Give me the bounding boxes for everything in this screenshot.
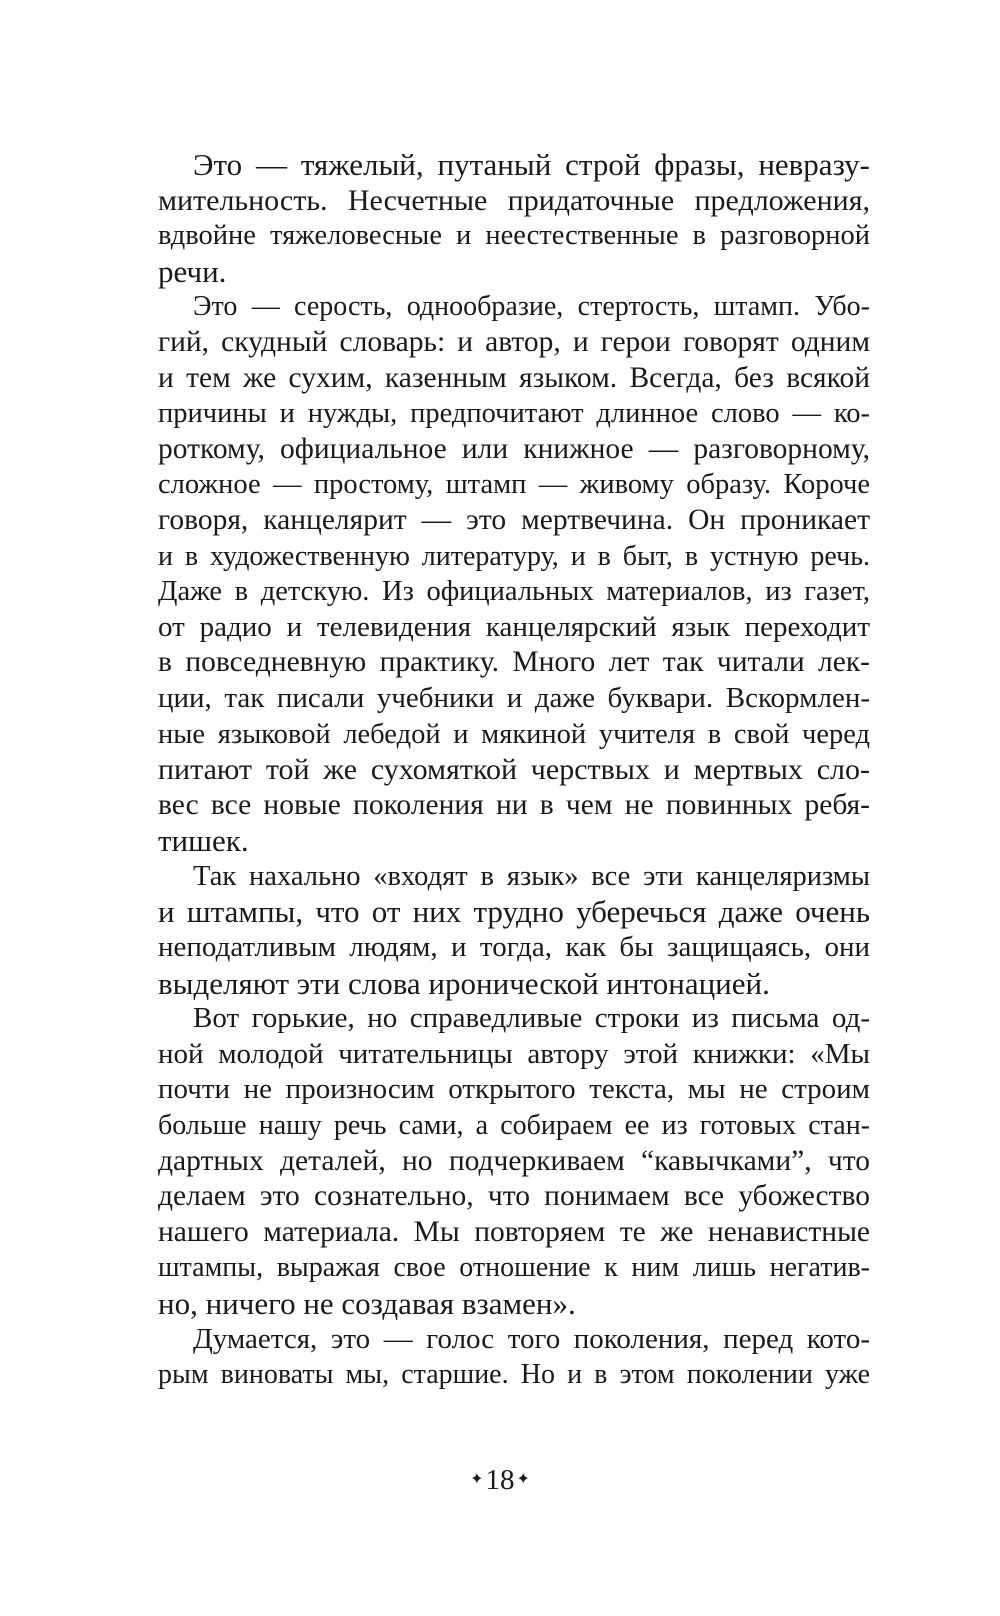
paragraph-3 [158, 859, 870, 1001]
text-line: штампы, выражая свое отношение к ним лишь негатив- [158, 1252, 870, 1284]
star-ornament-icon: ✦ [516, 1471, 530, 1488]
text-line: но, ничего не создавая взамен». [158, 1286, 576, 1321]
text-line: больше нашу речь сами, а собираем ее из готовых стан- [158, 1110, 870, 1142]
text-line: Думается, это — голос того поколения, перед кото- [193, 1322, 870, 1355]
text-line: неподатливым людям, и тогда, как бы защищаясь, они [158, 931, 870, 964]
text-line: Так нахально «входят в язык» все эти канцеляризмы [193, 860, 870, 892]
text-line: дартных деталей, но подчеркиваем “кавычками”, что [158, 1144, 870, 1177]
text-line: сложное — простому, штамп — живому образу. Короче [158, 469, 870, 501]
text-line: в повседневную практику. Много лет так читали лек- [158, 646, 870, 679]
text-line: делаем это сознательно, что понимаем все убожество [158, 1180, 870, 1213]
text-line: Это — тяжелый, путаный строй фразы, невразу- [193, 147, 870, 182]
text-line: ной молодой читательницы автору этой книжки: «Мы [158, 1037, 870, 1070]
text-line: и штампы, что от них трудно уберечься даже очень [158, 894, 870, 930]
text-line: и тем же сухим, казенным языком. Всегда, без всякой [158, 361, 870, 394]
paragraph-2 [158, 289, 870, 859]
page-number-footer [0, 1464, 1000, 1497]
text-line: питают той же сухомяткой черствых и мертвых сло- [158, 753, 870, 787]
text-line: причины и нужды, предпочитают длинное слово — ко- [158, 398, 870, 430]
text-line: рым виноваты мы, старшие. Но и в этом поколении уже [158, 1359, 870, 1391]
page-body [158, 147, 870, 1393]
text-line: тишек. [158, 823, 249, 859]
text-line: почти не произносим открытого текста, мы не строим [158, 1073, 870, 1106]
page-number: 18 [485, 1464, 515, 1496]
text-line: нашего материала. Мы повторяем те же ненавистные [158, 1215, 870, 1248]
text-line: Вот горькие, но справедливые строки из письма од- [193, 1002, 870, 1035]
paragraph-4 [158, 1001, 870, 1321]
text-line: ции, так писали учебники и даже буквари. Вскормлен- [158, 681, 870, 714]
paragraph-5 [158, 1322, 870, 1393]
text-line: роткому, официальное или книжное — разговорному, [158, 432, 870, 465]
text-line: вдвойне тяжеловесные и неестественные в разговорной [158, 220, 870, 252]
text-line: от радио и телевидения канцелярский язык переходит [158, 610, 870, 643]
text-line: Даже в детскую. Из официальных материалов, из газет, [158, 576, 870, 608]
text-line: вес все новые поколения ни в чем не повинных ребя- [158, 788, 870, 821]
paragraph-1 [158, 147, 870, 289]
text-line: речи. [158, 253, 227, 289]
text-line: ные языковой лебедой и мякиной учителя в свой черед [158, 718, 870, 750]
star-ornament-icon: ✦ [470, 1471, 484, 1488]
text-line: выделяют эти слова иронической интонацией. [158, 965, 770, 1001]
text-line: мительность. Несчетные придаточные предложения, [158, 183, 870, 217]
text-line: говоря, канцелярит — это мертвечина. Он проникает [158, 503, 870, 536]
text-line: Это — серость, однообразие, стертость, штамп. Убо- [193, 291, 870, 323]
text-line: гий, скудный словарь: и автор, и герои говорят одним [158, 325, 870, 358]
text-line: и в художественную литературу, и в быт, в устную речь. [158, 540, 870, 572]
